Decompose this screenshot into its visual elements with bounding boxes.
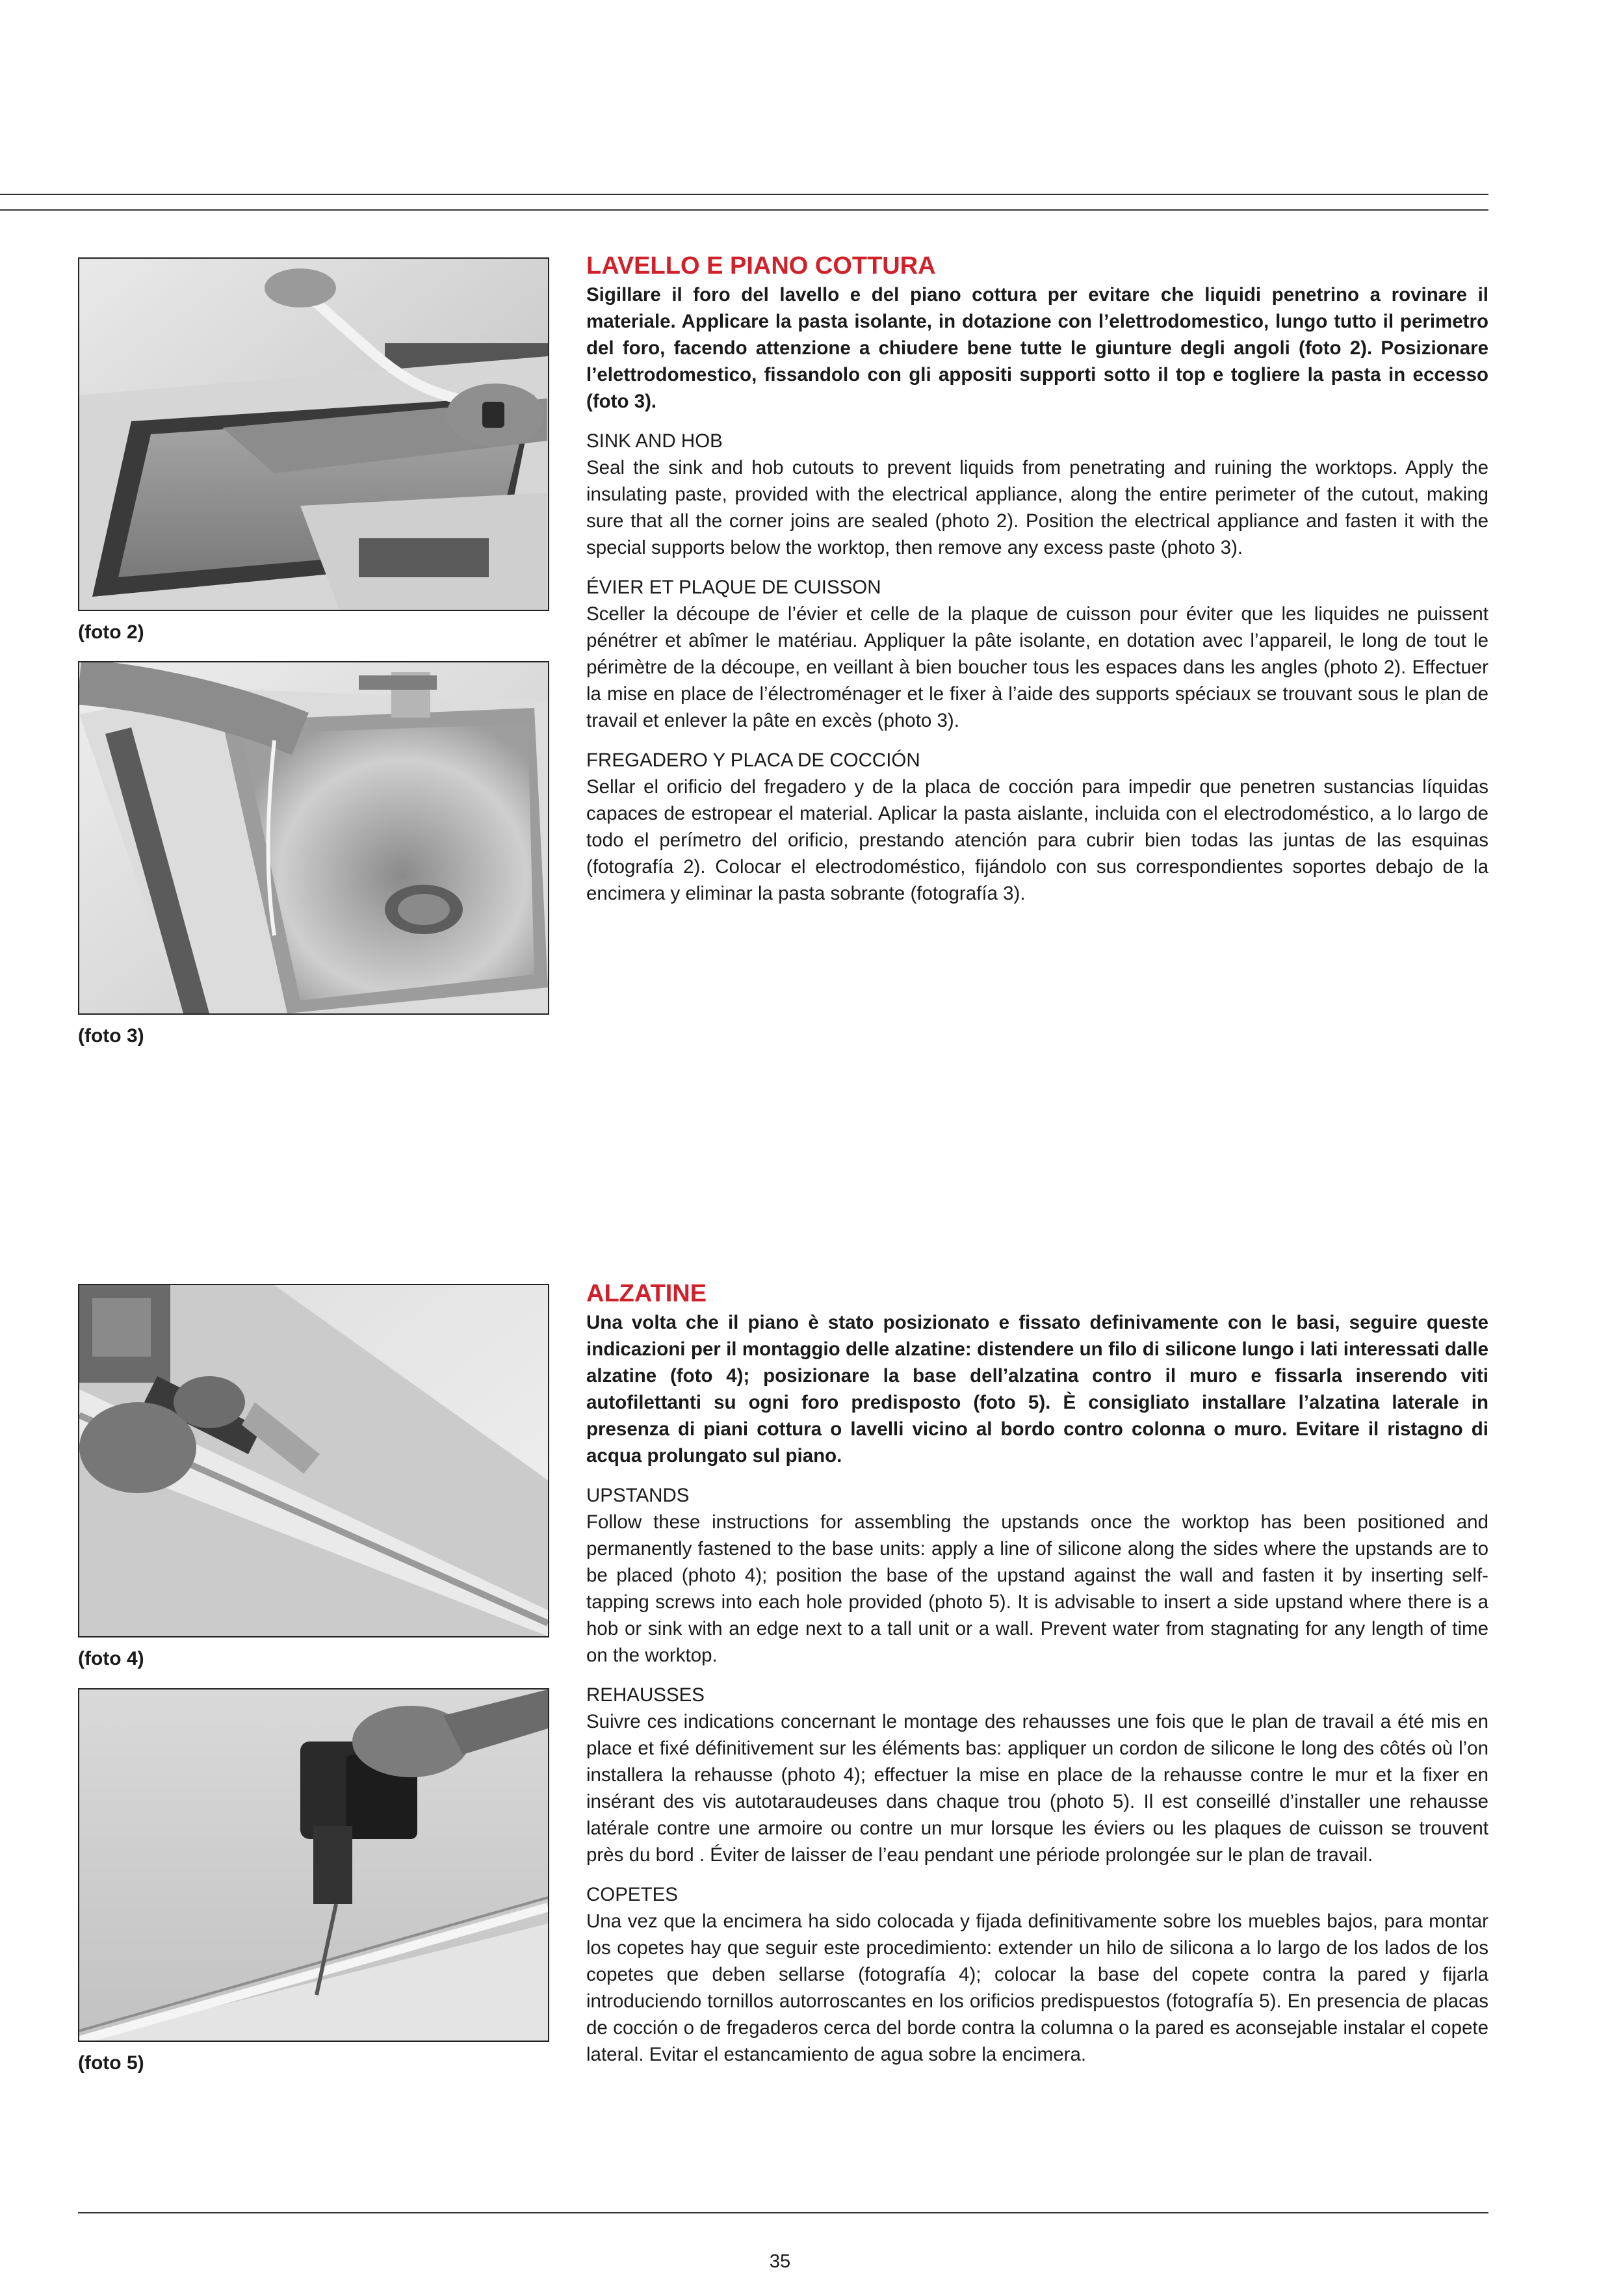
section-alzatine-en-body: Follow these instructions for assembling the upstands once the worktop has been positioned and permanently fastened to the base units: apply a line of silicone along the sides where the upstands are to be placed (photo 4); position the base of the upstand against the wall and fasten it by inserting self-tapping screws into each hole provided (photo 5). It is advisable to insert a side upstand where there is a hob or sink with an edge next to a tall unit or a wall. Prevent water from stagnating for any length of time on the worktop. [586,1511,1488,1666]
photo-foto-5 [78,1688,549,2042]
caption-foto-3: (foto 3) [78,1025,144,1047]
caption-foto-5: (foto 5) [78,2052,144,2074]
section-alzatine [586,1279,1488,2068]
section-lavello-en-title: SINK AND HOB [586,430,723,452]
page-number: 35 [769,2251,791,2272]
caption-foto-2: (foto 2) [78,621,144,643]
section-lavello-title: LAVELLO E PIANO COTTURA [586,252,936,280]
section-lavello-en-body: Seal the sink and hob cutouts to prevent liquids from penetrating and ruining the worktops. Apply the insulating paste, provided with the electrical appliance, along the entire perimeter of the cutout, making sure that all the corner joins are sealed (photo 2). Position the electrical appliance and fasten it with the special supports below the worktop, then remove any excess paste (photo 3). [586,457,1488,558]
section-lavello-fr-body: Sceller la découpe de l’évier et celle de la plaque de cuisson pour éviter que les liquides ne puissent pénétrer et abîmer le matériau. Appliquer la pâte isolante, en dotation avec l’appareil, le long de tout le périmètre de la découpe, en veillant à bien boucher tous les espaces dans les angles (photo 2). Effectuer la mise en place de l’électroménager et le fixer à l’aide des supports spéciaux se trouvant sous le plan de travail et enlever la pâte en excès (photo 3). [586,603,1488,731]
section-alzatine-en-title: UPSTANDS [586,1485,690,1506]
section-alzatine-es-body: Una vez que la encimera ha sido colocada y fijada definitivamente sobre los muebles bajos, para montar los copetes hay que seguir este procedimiento: extender un hilo de silicona a lo largo de los lados de los copetes que deben sellarse (fotografía 4); colocar la base del copete contra la pared y fijarla introduciendo tornillos autorroscantes en los orificios predispuestos (fotografía 5). En presencia de placas de cocción o de fregaderos cerca del borde contra la columna o la pared es aconsejable instalar el copete lateral. Evitar el estancamiento de agua sobre la encimera. [586,1911,1488,2065]
header-rule-top [0,194,1488,195]
photo-foto-4-image [79,1285,548,1636]
section-lavello-fr-title: ÉVIER ET PLAQUE DE CUISSON [586,577,881,598]
photo-foto-2 [78,257,549,611]
photo-foto-5-image [79,1689,548,2041]
photo-foto-2-image [79,259,548,610]
section-lavello-lead-it: Sigillare il foro del lavello e del piano cottura per evitare che liquidi penetrino a rovinare il materiale. Applicare la pasta isolante, in dotazione con l’elettrodomestico, lungo tutto il perimetro del foro, facendo attenzione a chiudere bene tutte le giunture degli angoli (foto 2). Posizionare l’elettrodomestico, fissandolo con gli appositi supporti sotto il top e togliere la pasta in eccesso (foto 3). [586,284,1488,412]
footer-rule [78,2212,1488,2213]
section-alzatine-fr-body: Suivre ces indications concernant le montage des rehausses une fois que le plan de travail a été mis en place et fixé définitivement sur les éléments bas: appliquer un cordon de silicone le long des côtés où l’on installera la rehausse (photo 4); effectuer la mise en place de la rehausse contre le mur et la fixer en insérant des vis autotaraudeuses dans chaque trou (photo 5). Il est conseillé d’installer une rehausse latérale contre une armoire ou contre un mur lorsque les éviers ou les plaques de cuisson se trouvent près du bord . Éviter de laisser de l’eau pendant une période prolongée sur le plan de travail. [586,1711,1488,1866]
section-alzatine-es-title: COPETES [586,1884,678,1905]
section-alzatine-lead-it: Una volta che il piano è stato posizionato e fissato definivamente con le basi, seguire queste indicazioni per il montaggio delle alzatine: distendere un filo di silicone lungo i lati interessati dalle alzatine (foto 4); posizionare la base dell’alzatina contro il muro e fissarla inserendo viti autofilettanti su ogni foro predisposto (foto 5). È consigliato installare l’alzatina laterale in presenza di piani cottura o lavelli vicino al bordo contro colonna o muro. Evitare il ristagno di acqua prolungato sul piano. [586,1312,1488,1467]
section-lavello-es-title: FREGADERO Y PLACA DE COCCIÓN [586,750,920,771]
photo-foto-3 [78,661,549,1015]
photo-foto-4 [78,1284,549,1637]
section-lavello-es-body: Sellar el orificio del fregadero y de la placa de cocción para impedir que penetren sustancias líquidas capaces de estropear el material. Aplicar la pasta aislante, incluida con el electrodoméstico, a lo largo de todo el perímetro del orificio, prestando atención para cubrir bien todas las juntas de las esquinas (fotografía 2). Colocar el electrodoméstico, fijándolo con sus correspondientes soportes debajo de la encimera y eliminar la pasta sobrante (fotografía 3). [586,776,1488,904]
header-rule-bottom [0,209,1488,211]
caption-foto-4: (foto 4) [78,1648,144,1669]
section-alzatine-title: ALZATINE [586,1280,707,1307]
section-lavello [586,252,1488,907]
photo-foto-3-image [79,662,548,1013]
section-alzatine-fr-title: REHAUSSES [586,1684,705,1706]
